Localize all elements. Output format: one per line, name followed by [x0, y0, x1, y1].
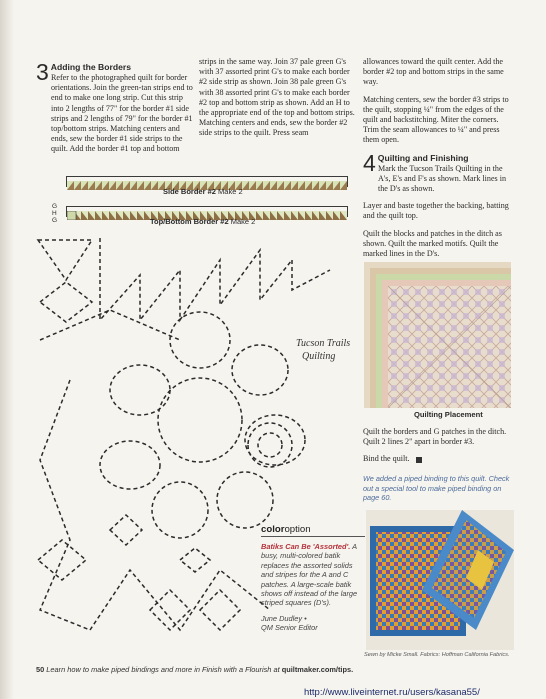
label-g-top: G — [52, 203, 58, 210]
side-border-strip — [66, 176, 348, 187]
top-bottom-border-caption: Top/Bottom Border #2 Make 2 — [150, 217, 256, 226]
batik-quilt-illustration — [366, 510, 514, 650]
step3-paragraph-2: strips in the same way. Join 37 pale green G's with 37 assorted print G's to make each border #2 side strip as shown. Join 38 pale green G's with 38 assorted print G's to make each border #2 top and bottom strip as shown. Add an H to the appropriate end of the top and bottom strips. Matching centers and ends, sew the border #2 side strips to the quilt. Press seam — [199, 57, 355, 138]
step4-paragraph-5: Bind the quilt. — [363, 454, 513, 464]
sewn-by-caption: Sewn by Micke Small. Fabrics: Hoffman California Fabrics. — [364, 652, 510, 658]
step4-paragraph-3: Quilt the blocks and patches in the ditch as shown. Quilt the marked motifs. Quilt the marked lines in the D's. — [363, 228, 502, 259]
step3-column-1 — [36, 59, 194, 162]
step4-paragraph-2: Layer and baste together the backing, batting and the quilt top. — [363, 201, 509, 221]
top-bottom-border-strip — [66, 206, 348, 217]
color-option-body: A busy, multi-colored batik replaces the assorted solids and stripes for the A and C patches. A large-scale batik shows off instead of the large striped squares (D's). — [261, 542, 358, 608]
color-option-author: June Dudley • — [261, 613, 307, 623]
color-option-lead: Batiks Can Be 'Assorted'. — [261, 542, 351, 551]
color-option-text — [261, 542, 365, 633]
label-g-bottom: G — [52, 217, 58, 224]
color-option-box — [261, 524, 365, 633]
step3-column-2 — [199, 57, 359, 146]
end-mark-icon — [416, 457, 422, 463]
pattern-title-line-2: Quilting — [302, 351, 336, 362]
pattern-title-line-1: Tucson Trails — [296, 338, 351, 349]
step3-paragraph-4: Matching centers, sew the border #3 strips to the quilt, stopping ¼" from the edges of the quilt and backstitching. Miter the corners. Trim the seam allowances to ¼" and press them open. — [363, 94, 509, 145]
step4-paragraph-1: Mark the Tucson Trails Quilting in the A's, E's and F's as shown. Mark lines in the D's as shown. — [378, 163, 507, 194]
quilting-placement-caption: Quilting Placement — [414, 410, 483, 419]
quilting-placement-image — [364, 262, 511, 408]
page-fold-shadow — [0, 0, 14, 699]
quilting-placement-illustration — [364, 262, 511, 408]
side-border-caption: Side Border #2 Make 2 — [163, 187, 243, 196]
step4-number: 4 — [363, 149, 376, 176]
step3-title: Adding the Borders — [50, 62, 132, 72]
step4-paragraph-4: Quilt the borders and G patches in the ditch. Quilt 2 lines 2" apart in border #3. — [363, 427, 507, 447]
footer-text: Learn how to make piped bindings and more in Finish with a Flourish at — [46, 665, 280, 674]
step3-paragraph-3: allowances toward the quilt center. Add the border #2 top and bottom strips in the same way. — [363, 57, 504, 87]
color-option-title: coloroption — [261, 524, 365, 537]
step3-number: 3 — [36, 59, 49, 85]
strip-labels — [52, 203, 57, 224]
watermark-url: http://www.liveinternet.ru/users/kasana55/ — [304, 687, 480, 698]
step4-continued — [363, 427, 513, 472]
piped-binding-note: We added a piped binding to this quilt. Check out a special tool to make piped binding on page 60. — [363, 474, 510, 503]
label-h: H — [52, 210, 57, 217]
page-footer — [36, 665, 353, 674]
pattern-diamond-top — [38, 240, 92, 280]
batik-quilt-photo — [366, 510, 514, 650]
step3-paragraph-1: Refer to the photographed quilt for border orientations. Join the green-tan strips end to end to make one long strip. Cut this strip into 2 lengths of 77" for the border #1 side strips and 2 lengths of 79" for the border #1 top/bottom strips. Matching centers and ends, sew the border #1 side strips to the quilt. Add the border #1 top and bottom — [51, 73, 193, 154]
pattern-diamond-left — [40, 282, 92, 322]
color-option-role: QM Senior Editor — [261, 623, 318, 633]
footer-link[interactable]: quiltmaker.com/tips. — [281, 665, 354, 674]
page-number: 50 — [36, 665, 45, 674]
step4-title: Quilting and Finishing — [377, 152, 469, 163]
steps-column-3 — [363, 57, 513, 266]
